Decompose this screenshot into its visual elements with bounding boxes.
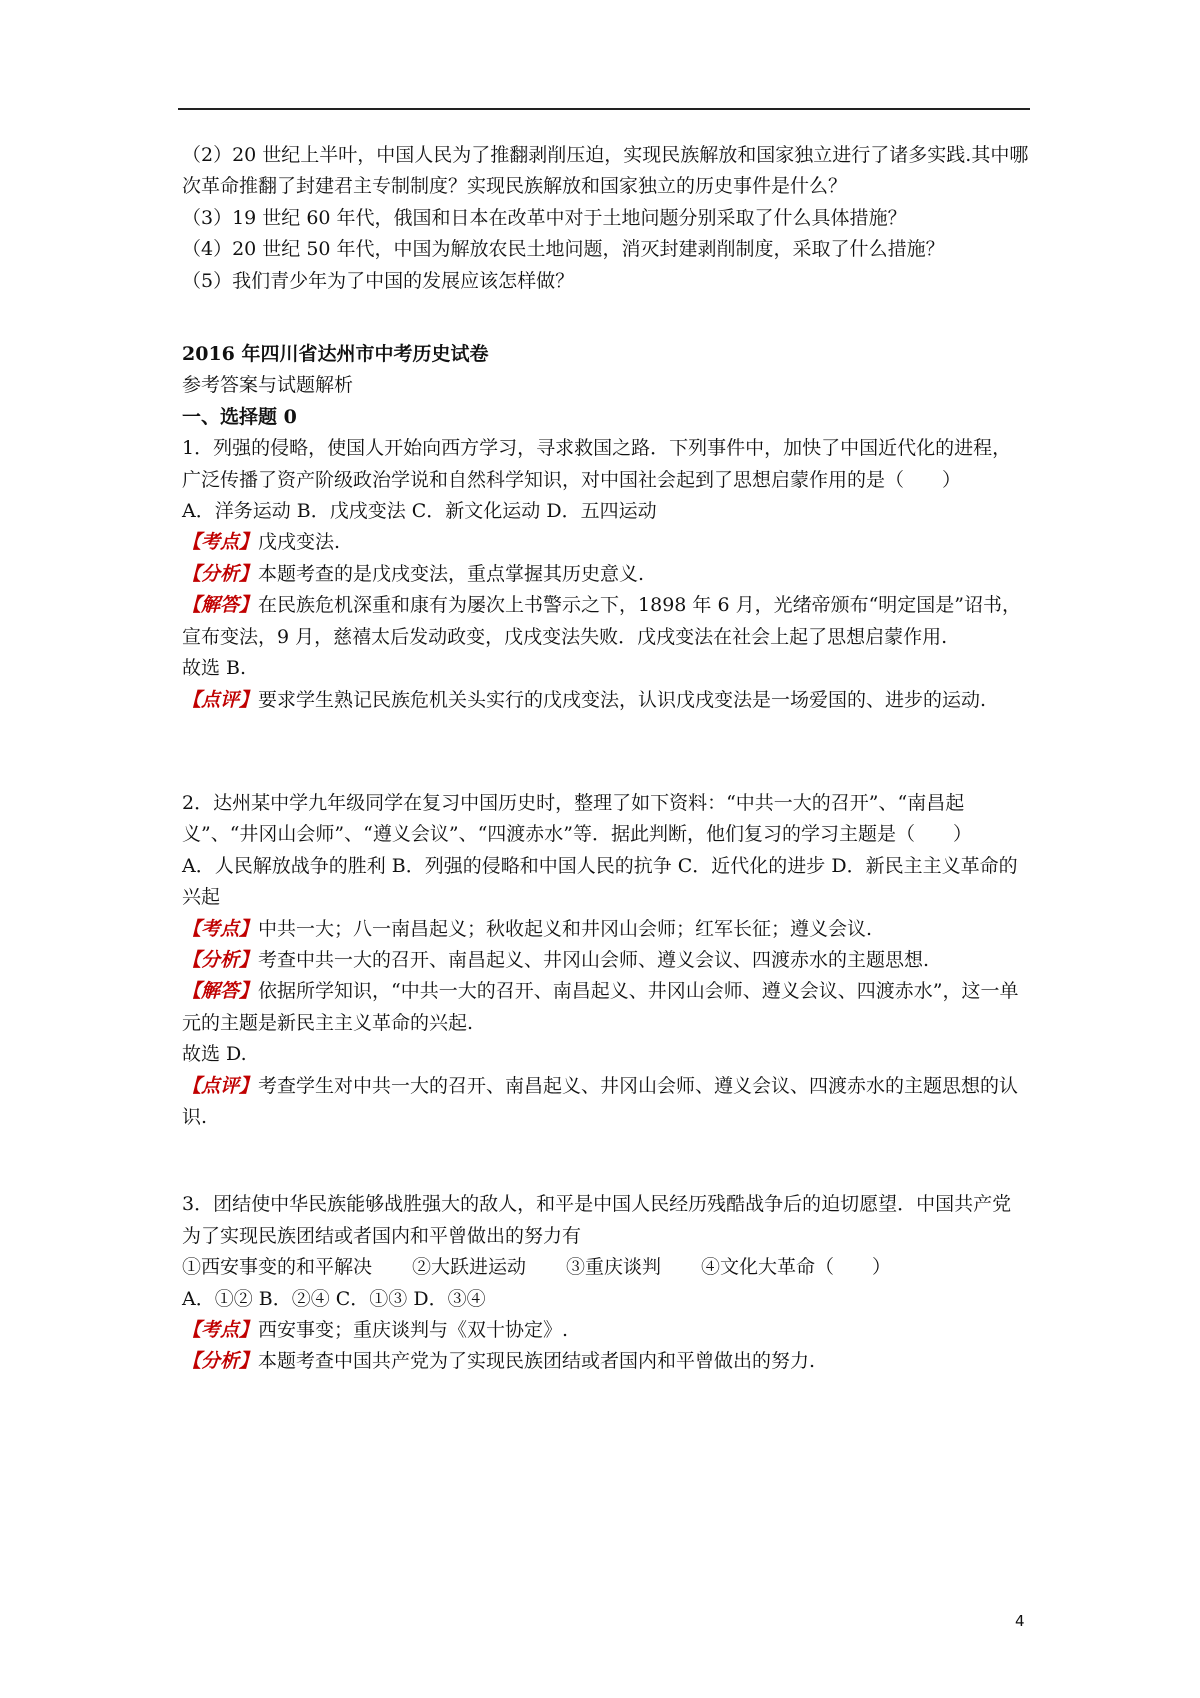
q3-stem: 3．团结使中华民族能够战胜强大的敌人，和平是中国人民经历残酷战争后的迫切愿望．中国共产党为了实现民族团结或者国内和平曾做出的努力有 [182,1193,1012,1247]
q1-dianping: 【点评】要求学生熟记民族危机关头实行的戊戌变法，认识戊戌变法是一场爱国的、进步的运动. [182,688,987,711]
q3-fenxi: 【分析】本题考查中国共产党为了实现民族团结或者国内和平曾做出的努力. [182,1350,816,1373]
jieda-tag: 【解答】 [182,594,259,617]
q2-stem: 2．达州某中学九年级同学在复习中国历史时，整理了如下资料：“中共一大的召开”、“南昌起义”、“井冈山会师”、“遵义会议”、“四渡赤水”等．据此判断，他们复习的学习主题是（ ） [182,791,972,846]
q2-fenxi: 【分析】考查中共一大的召开、南昌起义、井冈山会师、遵义会议、四渡赤水的主题思想. [182,948,930,971]
q3-item-4: ④文化大革命（ ） [701,1256,892,1279]
q2-dianping: 【点评】考查学生对中共一大的召开、南昌起义、井冈山会师、遵义会议、四渡赤水的主题思想的认识. [182,1074,1019,1128]
q1-jieda: 【解答】在民族危机深重和康有为屡次上书警示之下，1898 年 6 月，光绪帝颁布“明定国是”诏书，宣布变法，9 月，慈禧太后发动政变，戊戌变法失败．戊戌变法在社会上起了思想启蒙作用. [182,594,1022,648]
kaodian-tag: 【考点】 [182,917,259,940]
fenxi-tag: 【分析】 [182,948,259,971]
dianping-tag: 【点评】 [182,1074,259,1097]
q1-stem: 1．列强的侵略，使国人开始向西方学习，寻求救国之路．下列事件中，加快了中国近代化的进程，广泛传播了资产阶级政治学说和自然科学知识，对中国社会起到了思想启蒙作用的是（ ） [182,437,1012,491]
section-heading: 一、选择题 0 [182,405,297,428]
q2-options: A．人民解放战争的胜利 B．列强的侵略和中国人民的抗争 C．近代化的进步 D．新民主主义革命的兴起 [182,854,1018,909]
answer-subtitle: 参考答案与试题解析 [182,374,354,397]
dianping-tag: 【点评】 [182,688,259,711]
q1-choice: 故选 B. [182,657,247,680]
jieda-tag: 【解答】 [182,980,259,1003]
question-part-5: （5）我们青少年为了中国的发展应该怎样做？ [182,269,575,292]
q2-choice: 故选 D. [182,1043,247,1066]
q3-options: A．①② B．②④ C．①③ D．③④ [182,1287,486,1310]
header-rule [178,108,1030,110]
q2-kaodian: 【考点】中共一大；八一南昌起义；秋收起义和井冈山会师；红军长征；遵义会议. [182,917,873,940]
q2-jieda: 【解答】依据所学知识，“中共一大的召开、南昌起义、井冈山会师、遵义会议、四渡赤水”，这一单元的主题是新民主主义革命的兴起. [182,980,1019,1034]
kaodian-tag: 【考点】 [182,531,259,554]
question-part-3: （3）19 世纪 60 年代，俄国和日本在改革中对于土地问题分别采取了什么具体措施？ [182,206,907,229]
q3-item-1: ①西安事变的和平解决 [182,1256,373,1279]
kaodian-tag: 【考点】 [182,1319,259,1341]
q3-item-3: ③重庆谈判 [566,1256,662,1279]
question-part-2: （2）20 世纪上半叶，中国人民为了推翻剥削压迫，实现民族解放和国家独立进行了诸多实践.其中哪次革命推翻了封建君主专制制度？实现民族解放和国家独立的历史事件是什么？ [182,144,1029,198]
q3-item-2: ②大跃进运动 [412,1256,527,1279]
fenxi-tag: 【分析】 [182,562,259,585]
page-content [182,140,1030,1378]
fenxi-tag: 【分析】 [182,1350,259,1373]
answer-title: 2016 年四川省达州市中考历史试卷 [182,343,489,366]
q3-kaodian: 【考点】西安事变；重庆谈判与《双十协定》. [182,1319,569,1341]
q3-items [182,1252,1030,1283]
q1-fenxi: 【分析】本题考查的是戊戌变法，重点掌握其历史意义. [182,562,645,585]
q1-kaodian: 【考点】戊戌变法. [182,531,341,554]
q1-options: A．洋务运动 B．戊戌变法 C．新文化运动 D．五四运动 [182,500,657,523]
question-part-4: （4）20 世纪 50 年代，中国为解放农民土地问题，消灭封建剥削制度，采取了什么措施？ [182,238,945,261]
page-number: 4 [1015,1612,1025,1630]
